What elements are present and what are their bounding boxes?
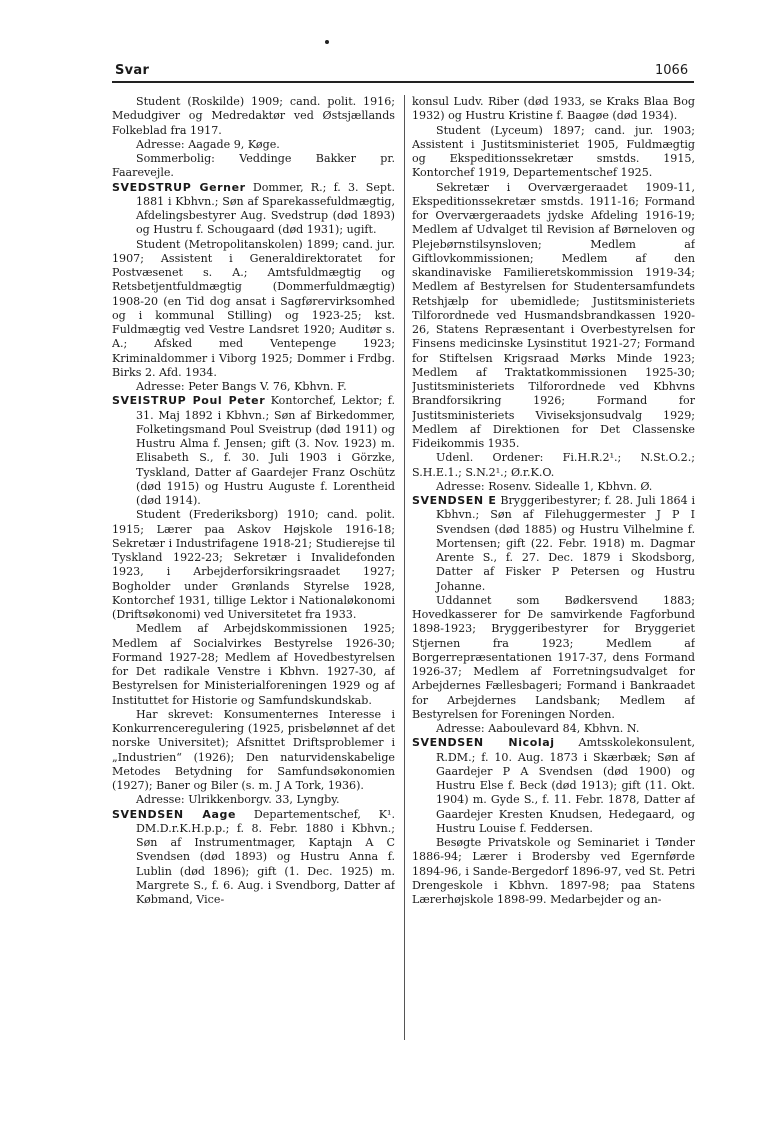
entry-intro: Bryggeribestyrer; f. 28. Juli 1864 i Kbhvn.; Søn af Filehuggermester J P I Svendsen (død 1885) og Hustru Vilhelmine f. Mortensen; gift (22. Febr. 1918) m. Dagmar Arente S., f. 27. Dec. 1879 i Skodsborg, Datter af Fisker P Petersen og Hustru Johanne. [436, 494, 695, 593]
entry-name: SVENDSEN Nicolaj [412, 736, 555, 750]
entry-intro: Departementschef, K¹. DM.D.r.K.H.p.p.; f. 8. Febr. 1880 i Kbhvn.; Søn af Instrumentmager, Kaptajn A C Svendsen (død 1893) og Hustru Anna f. Lublin (død 1896); gift (1. Dec. 1925) m. Margrete S., f. 6. Aug. i Svendborg, Datter af Købmand, Vice- [136, 807, 395, 906]
paragraph: Uddannet som Bødkersvend 1883; Hovedkasserer for De samvirkende Fagforbund 1898-1923; Bryggeribestyrer for Bryggeriet Stjernen fra 1923; Medlem af Borgerrepræsentationen 1917-37, dens Formand 1926-37; Medlem af Forretningsudvalget for Arbejdernes Fællesbageri; Formand i Bankraadet for Arbejdernes Landsbank; Medlem af Bestyrelsen for Foreningen Norden. [412, 593, 695, 721]
paragraph: konsul Ludv. Riber (død 1933, se Kraks Blaa Bog 1932) og Hustru Kristine f. Baagøe (død 1934). [412, 95, 695, 123]
print-speck [325, 40, 329, 44]
paragraph: Student (Metropolitanskolen) 1899; cand. jur. 1907; Assistent i Generaldirektoratet for Postvæsenet s. A.; Amtsfuldmægtig og Retsbetjentfuldmægtig (Dommerfuldmægtig) 1908-20 (en Tid dog ansat i Sagførervirksomhed og i kommunal Stilling) og 1923-25; kst. Fuldmægtig ved Vestre Landsret 1920; Auditør s. A.; Afsked med Ventepenge 1923; Kriminaldommer i Viborg 1925; Dommer i Frdbg. Birks 2. Afd. 1934. [112, 237, 395, 379]
address-line: Adresse: Aagade 9, Køge. [136, 137, 280, 151]
entry-svedstrup-gerner [112, 181, 395, 238]
entry-name: SVEDSTRUP Gerner [112, 180, 246, 194]
orders-line: Udenl. Ordener: Fi.H.R.2¹.; N.St.O.2.; S.H.E.1.; S.N.2¹.; Ø.r.K.O. [412, 451, 695, 479]
header-rule [112, 81, 694, 83]
entry-name: SVENDSEN E [412, 494, 497, 507]
entry-name: SVENDSEN Aage [112, 807, 237, 821]
entry-intro: Dommer, R.; f. 3. Sept. 1881 i Kbhvn.; Søn af Sparekassefuldmægtig, Afdelingsbestyrer Aug. Svedstrup (død 1893) og Hustru f. Schougaard (død 1931); ugift. [136, 180, 395, 237]
entry-intro: Kontorchef, Lektor; f. 31. Maj 1892 i Kbhvn.; Søn af Birkedommer, Folketingsmand Poul Sveistrup (død 1911) og Hustru Alma f. Jensen; gift (3. Nov. 1923) m. Elisabeth S., f. 30. Juli 1903 i Görzke, Tyskland, Datter af Gaardejer Franz Oschütz (død 1915) og Hustru Auguste f. Lorentheid (død 1914). [136, 394, 395, 507]
paragraph: Student (Roskilde) 1909; cand. polit. 1916; Medudgiver og Medredaktør ved Østsjællands Folkeblad fra 1917. [112, 95, 395, 137]
paragraph: Sekretær i Overværgeraadet 1909-11, Ekspeditionssekretær smstds. 1911-16; Formand for Overværgeraadets jydske Afdeling 1916-19; Medlem af Udvalget til Revision af Børneloven og Plejebørnstilsynsloven; Medlem af Giftlovkommissionen; Medlem af den skandinaviske Familieretskommission 1919-34; Medlem af Bestyrelsen for Studentersamfundets Retshjælp for ubemidlede; Justitsministeriets Tilforordnede ved Husmandsbrandkassen 1920-26, Statens Repræsentant i Overbestyrelsen for Finsens medicinske Lysinstitut 1921-27; Formand for Stiftelsen Krigsraad Mørks Minde 1923; Medlem af Traktatkommissionen 1925-30; Justitsministeriets Tilforordnede ved Kbhvns Brandforsikring 1926; Formand for Justitsministeriets Viviseksjonsudvalg 1929; Medlem af Direktionen for Det Classenske Fideikommis 1935. [412, 180, 695, 450]
page-number: 1066 [655, 63, 689, 78]
address-line: Adresse: Aaboulevard 84, Kbhvn. N. [436, 722, 640, 735]
address-line: Adresse: Peter Bangs V. 76, Kbhvn. F. [136, 380, 347, 393]
paragraph: Medlem af Arbejdskommissionen 1925; Medlem af Socialvirkes Bestyrelse 1926-30; Formand 1927-28; Medlem af Hovedbestyrelsen for Det radikale Venstre i Kbhvn. 1927-30, af Bestyrelsen for Ministerialforeningen 1929 og af Instituttet for Historie og Samfundskundskab. [112, 622, 395, 707]
right-column [412, 95, 695, 907]
paragraph: Student (Frederiksborg) 1910; cand. polit. 1915; Lærer paa Askov Højskole 1916-18; Sekretær i Industrifagene 1918-21; Studierejse til Tyskland 1922-23; Sekretær i Invalidefonden 1923, i Arbejderforsikringsraadet 1927; Bogholder under Grønlands Styrelse 1928, Kontorchef 1931, tillige Lektor i Nationaløkonomi (Driftsøkonomi) ved Universitetet fra 1933. [112, 508, 395, 621]
paragraph: Besøgte Privatskole og Seminariet i Tønder 1886-94; Lærer i Brodersby ved Egernførde 1894-96, i Sande-Bergedorf 1896-97, ved St. Petri Drengeskole i Kbhvn. 1897-98; paa Statens Lærerhøjskole 1898-99. Medarbejder og an- [412, 836, 695, 906]
entry-intro: Amtsskolekonsulent, R.DM.; f. 10. Aug. 1873 i Skærbæk; Søn af Gaardejer P A Svendsen (død 1900) og Hustru Else f. Beck (død 1913); gift (11. Okt. 1904) m. Gyde S., f. 11. Febr. 1878, Datter af Gaardejer Kresten Knudsen, Hedegaard, og Hustru Louise f. Feddersen. [436, 736, 695, 835]
entry-sveistrup-poul-peter [112, 394, 395, 508]
entry-svendsen-aage [112, 808, 395, 908]
entry-svendsen-e [412, 494, 695, 594]
address-line: Adresse: Rosenv. Sidealle 1, Kbhvn. Ø. [436, 479, 653, 493]
entry-svendsen-nicolaj [412, 736, 695, 836]
paragraph: Student (Lyceum) 1897; cand. jur. 1903; Assistent i Justitsministeriet 1905, Fuldmægtig og Ekspeditionssekretær smstds. 1915, Kontorchef 1919, Departementschef 1925. [412, 123, 695, 180]
left-column [112, 95, 395, 907]
running-head: Svar [115, 63, 150, 78]
column-divider [404, 95, 405, 1040]
paragraph: Har skrevet: Konsumenternes Interesse i Konkurrenceregulering (1925, prisbelønnet af det norske Universitet); Afsnittet Driftsproblemer i „Industrien“ (1926); Den naturvidenskabelige Metodes Betydning for Samfundsøkonomien (1927); Baner og Biler (s. m. J A Tork, 1936). [112, 707, 395, 792]
entry-name: SVEISTRUP Poul Peter [112, 394, 266, 408]
address-line: Adresse: Ulrikkenborgv. 33, Lyngby. [136, 793, 340, 807]
summer-address-line: Sommerbolig: Veddinge Bakker pr. Faarevejle. [112, 152, 395, 180]
